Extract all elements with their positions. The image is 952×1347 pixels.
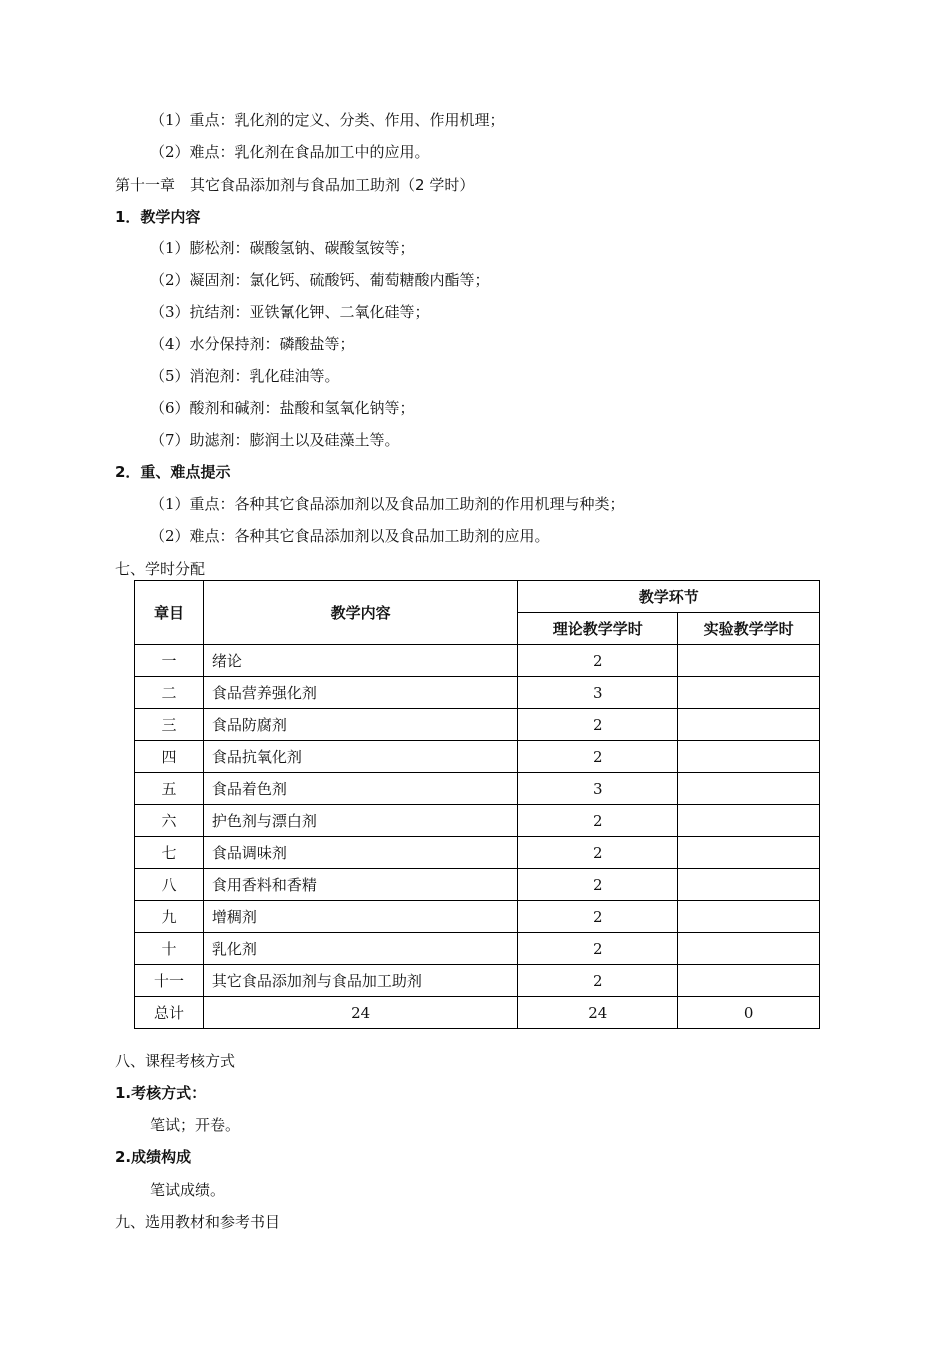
row-chapter: 四 — [135, 741, 204, 773]
table-total-row — [135, 997, 820, 1029]
section-9-heading: 九、选用教材和参考书目 — [115, 1213, 281, 1231]
row-theory-hours: 2 — [518, 965, 678, 997]
row-lab-hours — [678, 773, 820, 805]
content-item: （7）助滤剂：膨润土以及硅藻土等。 — [150, 431, 400, 449]
table-row — [135, 773, 820, 805]
table-row — [135, 645, 820, 677]
row-theory-hours: 2 — [518, 805, 678, 837]
key-difficult-heading: 2．重、难点提示 — [115, 463, 231, 481]
row-chapter: 七 — [135, 837, 204, 869]
content-item: （5）消泡剂：乳化硅油等。 — [150, 367, 340, 385]
section-8-heading: 八、课程考核方式 — [115, 1052, 236, 1070]
row-chapter: 一 — [135, 645, 204, 677]
header-chapter: 章目 — [135, 581, 204, 645]
header-lab-hours: 实验教学学时 — [678, 613, 820, 645]
row-lab-hours — [678, 837, 820, 869]
table-row — [135, 869, 820, 901]
table-row — [135, 741, 820, 773]
header-theory-hours: 理论教学学时 — [518, 613, 678, 645]
row-theory-hours: 2 — [518, 709, 678, 741]
row-lab-hours — [678, 677, 820, 709]
total-lab: 0 — [678, 997, 820, 1029]
hours-allocation-table — [134, 580, 820, 1029]
table-row — [135, 837, 820, 869]
difficult-point-emulsifier: （2）难点：乳化剂在食品加工中的应用。 — [150, 143, 430, 161]
row-content: 其它食品添加剂与食品加工助剂 — [203, 965, 518, 997]
row-chapter: 六 — [135, 805, 204, 837]
row-theory-hours: 3 — [518, 773, 678, 805]
total-label: 总计 — [135, 997, 204, 1029]
table-row — [135, 965, 820, 997]
key-point: （1）重点：各种其它食品添加剂以及食品加工助剂的作用机理与种类； — [150, 495, 625, 513]
grade-composition-heading: 2.成绩构成 — [115, 1148, 192, 1166]
row-theory-hours: 2 — [518, 901, 678, 933]
row-theory-hours: 2 — [518, 869, 678, 901]
header-teaching: 教学环节 — [518, 581, 820, 613]
row-theory-hours: 2 — [518, 741, 678, 773]
key-point-emulsifier: （1）重点：乳化剂的定义、分类、作用、作用机理； — [150, 111, 505, 129]
row-content: 食品抗氧化剂 — [203, 741, 518, 773]
section-7-heading: 七、学时分配 — [115, 560, 206, 578]
row-content: 乳化剂 — [203, 933, 518, 965]
row-chapter: 九 — [135, 901, 204, 933]
row-content: 绪论 — [203, 645, 518, 677]
content-item: （2）凝固剂：氯化钙、硫酸钙、葡萄糖酸内酯等； — [150, 271, 490, 289]
row-lab-hours — [678, 933, 820, 965]
difficult-point: （2）难点：各种其它食品添加剂以及食品加工助剂的应用。 — [150, 527, 550, 545]
content-item: （6）酸剂和碱剂：盐酸和氢氧化钠等； — [150, 399, 415, 417]
content-item: （1）膨松剂：碳酸氢钠、碳酸氢铵等； — [150, 239, 415, 257]
table-row — [135, 805, 820, 837]
total-content: 24 — [203, 997, 518, 1029]
row-content: 食品营养强化剂 — [203, 677, 518, 709]
row-content: 食品调味剂 — [203, 837, 518, 869]
row-content: 增稠剂 — [203, 901, 518, 933]
grade-composition-text: 笔试成绩。 — [150, 1181, 226, 1199]
row-lab-hours — [678, 805, 820, 837]
table-row — [135, 933, 820, 965]
row-chapter: 八 — [135, 869, 204, 901]
assessment-method-heading: 1.考核方式： — [115, 1084, 207, 1102]
row-theory-hours: 2 — [518, 645, 678, 677]
header-content: 教学内容 — [203, 581, 518, 645]
assessment-method-text: 笔试；开卷。 — [150, 1116, 241, 1134]
row-content: 食品防腐剂 — [203, 709, 518, 741]
content-item: （3）抗结剂：亚铁氰化钾、二氧化硅等； — [150, 303, 430, 321]
row-chapter: 五 — [135, 773, 204, 805]
row-content: 食品着色剂 — [203, 773, 518, 805]
teaching-content-heading: 1．教学内容 — [115, 208, 201, 226]
row-lab-hours — [678, 869, 820, 901]
row-chapter: 十 — [135, 933, 204, 965]
row-lab-hours — [678, 645, 820, 677]
row-chapter: 十一 — [135, 965, 204, 997]
table-row — [135, 901, 820, 933]
table-row — [135, 709, 820, 741]
row-lab-hours — [678, 901, 820, 933]
content-item: （4）水分保持剂：磷酸盐等； — [150, 335, 355, 353]
row-theory-hours: 3 — [518, 677, 678, 709]
row-content: 食用香料和香精 — [203, 869, 518, 901]
table-header-row — [135, 581, 820, 613]
row-content: 护色剂与漂白剂 — [203, 805, 518, 837]
row-lab-hours — [678, 965, 820, 997]
row-lab-hours — [678, 741, 820, 773]
row-theory-hours: 2 — [518, 933, 678, 965]
table-row — [135, 677, 820, 709]
chapter-11-heading: 第十一章 其它食品添加剂与食品加工助剂（2 学时） — [115, 176, 475, 194]
row-theory-hours: 2 — [518, 837, 678, 869]
row-chapter: 二 — [135, 677, 204, 709]
total-theory: 24 — [518, 997, 678, 1029]
row-chapter: 三 — [135, 709, 204, 741]
row-lab-hours — [678, 709, 820, 741]
